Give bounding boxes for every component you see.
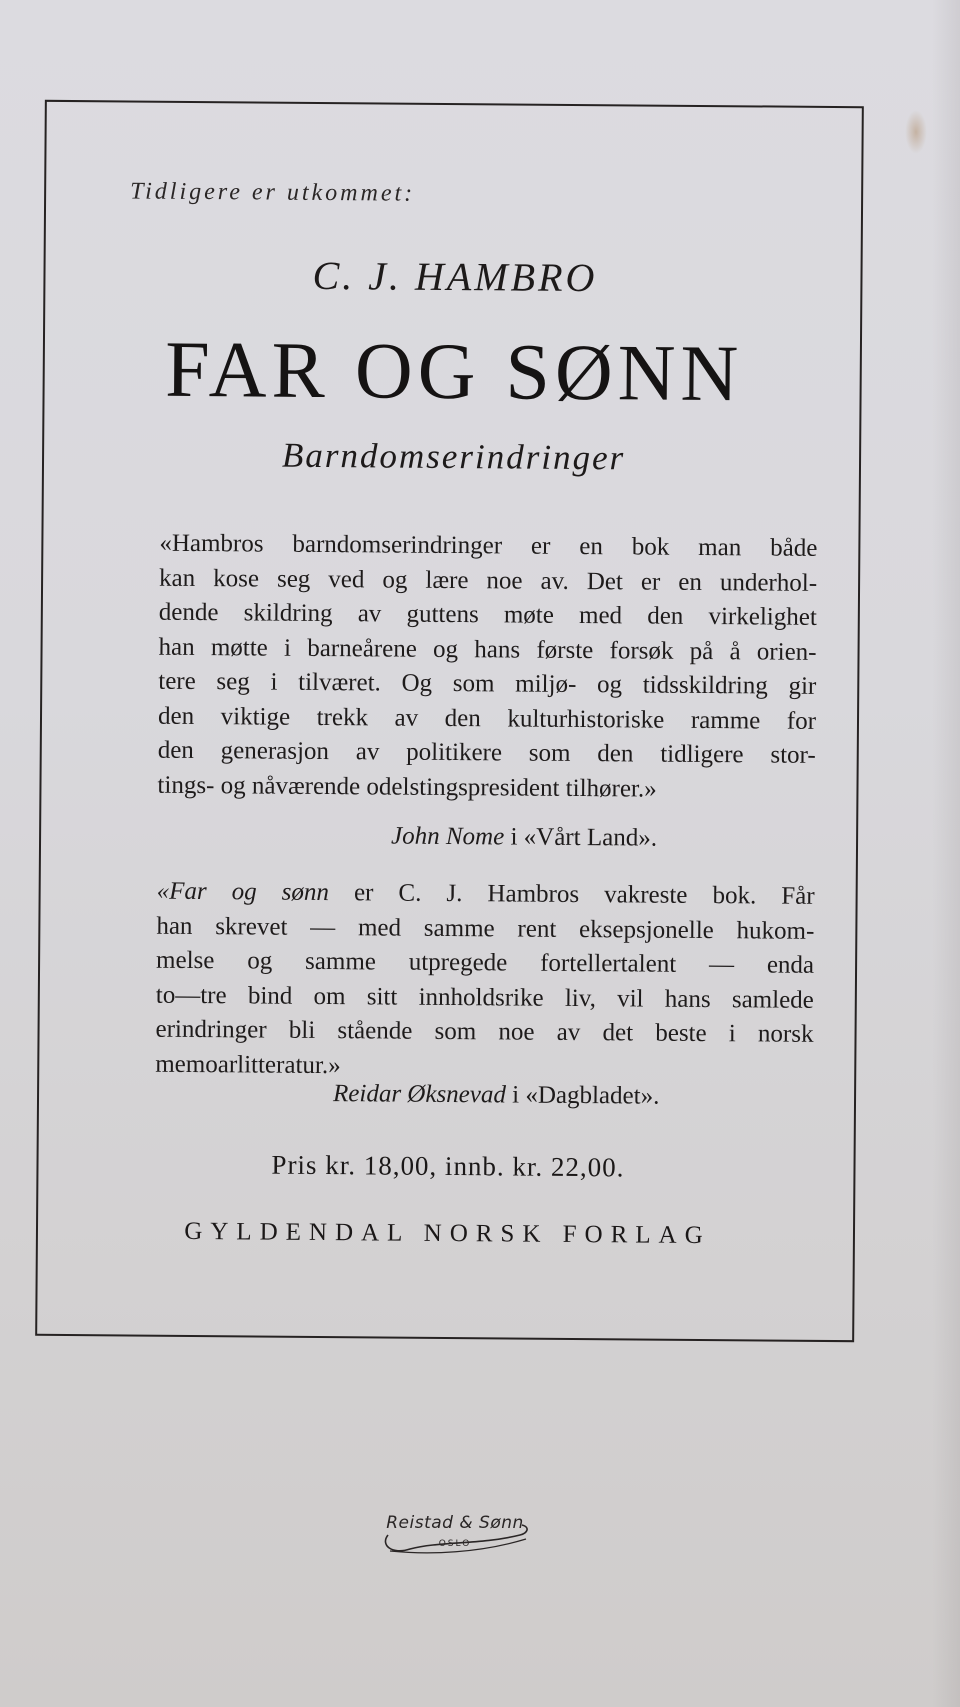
review-2-first-line (157, 875, 815, 915)
review-1-connector: i (510, 823, 518, 851)
review-2-book-title: «Far og sønn (156, 877, 330, 907)
review-2-source: «Dagbladet». (525, 1081, 660, 1110)
review-1-line: han møtte i barneårene og hans første forsøk på å orien- (158, 633, 817, 666)
review-2-line: to—tre bind om sitt innholdsrike liv, vil hans samlede (155, 981, 814, 1014)
review-2-line: han skrevet — med samme rent eksepsjonelle hukom- (156, 912, 815, 945)
book-subtitle: Barndomserindringer (281, 435, 626, 478)
review-2-connector: i (512, 1081, 520, 1109)
review-1-source: «Vårt Land». (523, 823, 658, 852)
review-2-first-line-rest: er C. J. Hambros vakreste bok. Får (353, 879, 815, 910)
printer-mark (370, 1505, 540, 1575)
paper-stain (905, 110, 927, 154)
page-edge-shadow (932, 0, 960, 1707)
review-2-line: erindringer bli stående som noe av det beste i norsk (155, 1015, 814, 1048)
review-1-line: kan kose seg ved og lære noe av. Det er en underhol- (159, 564, 818, 597)
book-title: FAR OG SØNN (164, 325, 744, 419)
review-1-line: den generasjon av politikere som den tidligere stor- (157, 736, 816, 769)
review-2-reviewer: Reidar Øksnevad (332, 1080, 507, 1109)
printer-name: Reistad & Sønn (386, 1513, 524, 1533)
review-1-line: tings- og nåværende odelstingspresident tilhører.» (157, 771, 657, 803)
review-2-line: melse og samme utpregede fortellertalent — enda (156, 946, 815, 979)
review-quote-1 (157, 527, 817, 808)
review-1-line: tere seg i tilværet. Og som miljø- og tidsskildring gir (158, 667, 817, 700)
review-1-line: «Hambros barndomserindringer er en bok man både (159, 529, 818, 562)
review-1-line: dende skildring av guttens møte med den virkelighet (158, 598, 817, 631)
review-1-line: den viktige trekk av den kulturhistoriske ramme for (157, 702, 817, 735)
printer-city: OSLO (438, 1539, 472, 1549)
advertisement-frame (35, 100, 864, 1342)
review-1-reviewer: John Nome (390, 822, 505, 851)
author-name: C. J. HAMBRO (312, 252, 598, 301)
price-line: Pris kr. 18,00, innb. kr. 22,00. (271, 1149, 625, 1183)
review-2-attribution (333, 1080, 660, 1111)
intro-text: Tidligere er utkommet: (130, 178, 416, 207)
publisher-name: GYLDENDAL NORSK FORLAG (184, 1217, 711, 1250)
review-1-attribution (391, 823, 657, 853)
review-2-line: memoarlitteratur.» (155, 1050, 341, 1079)
review-quote-2 (155, 875, 815, 1087)
